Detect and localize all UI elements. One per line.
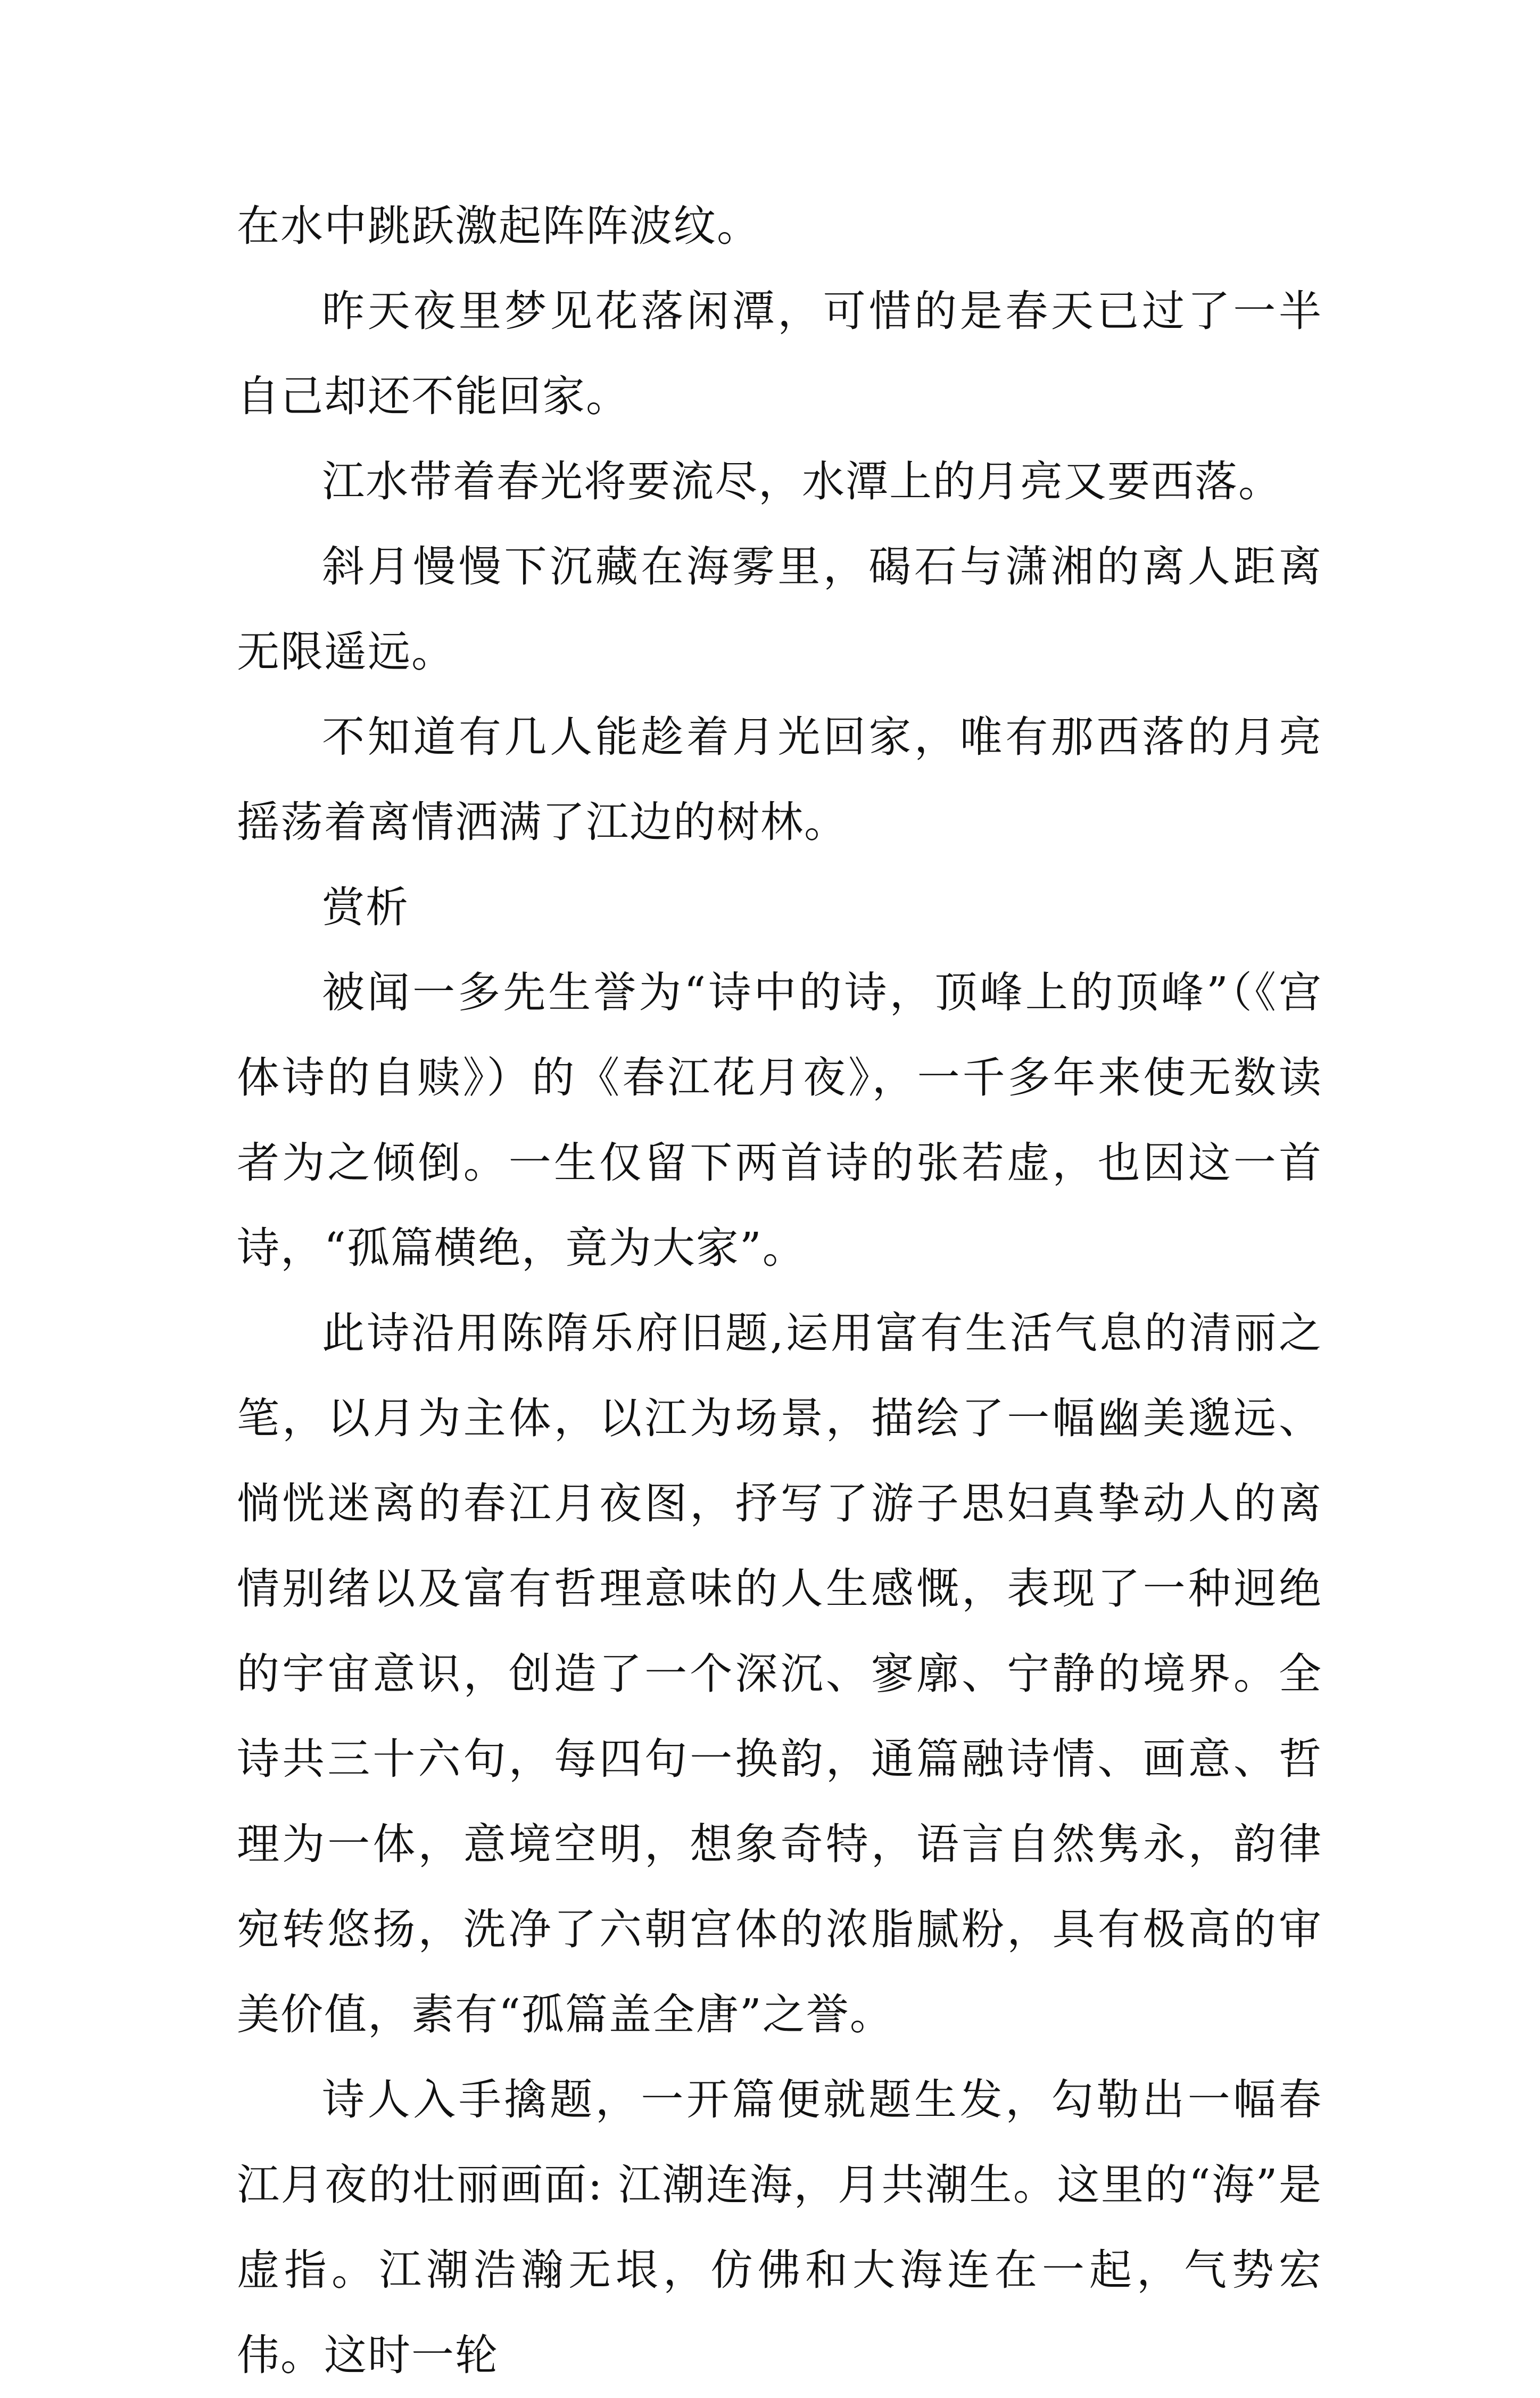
paragraph: 诗人入手擒题，一开篇便就题生发，勾勒出一幅春江月夜的壮丽画面: 江潮连海，月共潮生。这里的“海”是虚指。江潮浩瀚无垠，仿佛和大海连在一起，气势宏伟。这时一轮 xyxy=(237,2075,1322,2380)
paragraph-continuation: 在水中跳跃激起阵阵波纹。 xyxy=(237,201,760,251)
paragraph: 江水带着春光将要流尽，水潭上的月亮又要西落。 xyxy=(322,457,1282,506)
paragraph: 被闻一多先生誉为“诗中的诗，顶峰上的顶峰”（《宫体诗的自赎》）的《春江花月夜》，一千多年来使无数读者为之倾倒。一生仅留下两首诗的张若虚，也因这一首诗，“孤篇横绝，竟为大家”。 xyxy=(237,968,1322,1273)
section-heading: 赏析 xyxy=(322,883,409,932)
body-text xyxy=(237,184,1322,2398)
paragraph: 不知道有几人能趁着月光回家，唯有那西落的月亮摇荡着离情洒满了江边的树林。 xyxy=(237,712,1322,847)
paragraph: 斜月慢慢下沉藏在海雾里，碣石与潇湘的离人距离无限遥远。 xyxy=(237,542,1322,677)
paragraph: 昨天夜里梦见花落闲潭，可惜的是春天已过了一半自己却还不能回家。 xyxy=(237,286,1322,421)
paragraph: 此诗沿用陈隋乐府旧题,运用富有生活气息的清丽之笔，以月为主体，以江为场景，描绘了一幅幽美邈远、惝恍迷离的春江月夜图，抒写了游子思妇真挚动人的离情别绪以及富有哲理意味的人生感慨，表现了一种迥绝的宇宙意识，创造了一个深沉、寥廓、宁静的境界。全诗共三十六句，每四句一换韵，通篇融诗情、画意、哲理为一体，意境空明，想象奇特，语言自然隽永，韵律宛转悠扬，洗净了六朝宫体的浓脂腻粉，具有极高的审美价值，素有“孤篇盖全唐”之誉。 xyxy=(237,1308,1322,2039)
